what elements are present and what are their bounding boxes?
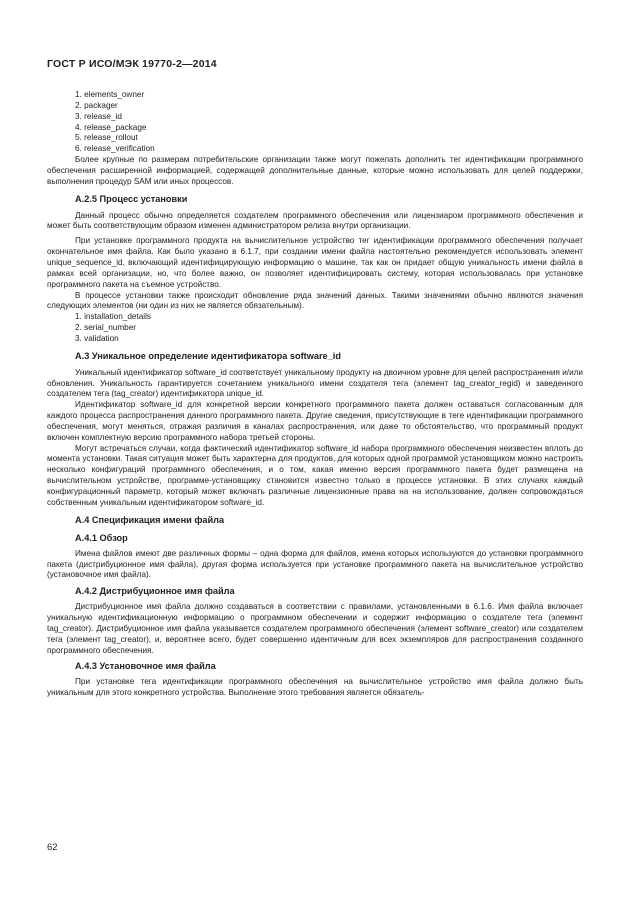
section-heading-a42: А.4.2 Дистрибуционное имя файла (75, 586, 235, 597)
list-item: 1. installation_details (75, 312, 152, 322)
page-content (47, 90, 583, 699)
list-item: 2. serial_number (75, 323, 136, 333)
paragraph: При установке программного продукта на вычислительное устройство тег идентификации программного обеспечения получает окончательное имя файла. Как было указано в 6.1.7, при создании имени файла настоятельно рекомендуется использовать элемент unique_sequence_id, включающий идентифицирующую информацию о машине, так как он придает общую уникальность имени файла в рамках всей организации, но, что более важно, он позволяет идентифицировать систему, которая использовалась при установке программного пакета на съемное устройство. (47, 236, 583, 289)
paragraph: В процессе установки также происходит обновление ряда значений данных. Такими значениями обычно являются значения следующих элементов (ни один из них не является обязательным). (47, 290, 583, 311)
paragraph: Дистрибуционное имя файла должно создаваться в соответствии с правилами, установленными в 6.1.6. Имя файла включает уникальную идентификационную информацию о программном обеспечении и содержит информацию о создателе тега (элемент tag_creator). Дистрибуционное имя файла указывается создателем программного обеспечения (элемент software_creator) или создателем тега (элемент tag_creator), и, вероятнее всего, будет совершенно идентичным для всех экземпляров для распространения созданного программного обеспечения. (47, 602, 583, 655)
paragraph: Уникальный идентификатор software_id соответствует уникальному продукту на двоичном уровне для целей распространения и/или обновления. Уникальность гарантируется сочетанием уникального имени создателя тега (элемент tag_creator_regid) и заведенного создателем тега (tag_creator) идентификатора unique_id. (47, 367, 583, 399)
list-item: 1. elements_owner (75, 90, 145, 99)
page-number: 62 (47, 842, 58, 853)
list-item: 5. release_rollout (75, 133, 138, 143)
list-item: 3. release_id (75, 111, 122, 121)
section-heading-a4: А.4 Спецификация имени файла (75, 514, 225, 525)
page-header: ГОСТ Р ИСО/МЭК 19770-2—2014 (47, 58, 217, 70)
elements-list (47, 90, 583, 155)
list-item: 3. validation (75, 333, 119, 343)
paragraph: Идентификатор software_id для конкретной версии конкретного программного пакета должен оставаться согласованным для каждого процесса распространения данного программного пакета. Другие сведения, присутствующие в теге идентификации программного обеспечения, могут меняться, отражая различия в каналах распространения, или даже то обстоятельство, что программный продукт включен комплектную версию программного набора третьей стороны. (47, 400, 583, 442)
section-heading-a43: А.4.3 Установочное имя файла (75, 661, 216, 672)
section-heading-a25: А.2.5 Процесс установки (75, 193, 188, 204)
paragraph: При установке тега идентификации программного обеспечения на вычислительное устройство имя файла должно быть уникальным для этого конкретного устройства. Выполнение этого требования является обязатель- (47, 677, 583, 698)
list-item: 6. release_verification (75, 144, 155, 154)
section-heading-a3: А.3 Уникальное определение идентификатора software_id (75, 350, 341, 361)
installation-elements-list (47, 312, 583, 345)
paragraph: Могут встречаться случаи, когда фактический идентификатор software_id набора программного обеспечения неизвестен вплоть до момента установки. Такая ситуация может быть характерна для продуктов, для которых одной программой установщиком можно настроить несколько конфигураций программного обеспечения, и о том, какая именно версия программного пакета будет размещена на вычислительном устройстве, программе-установщику становится известно только в процессе установки. В этих случаях каждый конфигурационный параметр, который может включать различные лицензионные права на на использование, должен сопровождаться собственным уникальным идентификатором software_id. (47, 443, 583, 507)
section-heading-a41: А.4.1 Обзор (75, 532, 128, 543)
list-item: 4. release_package (75, 122, 147, 132)
paragraph: Имена файлов имеют две различных формы – одна форма для файлов, имена которых используются до установки программного пакета (дистрибуционное имя файла), другая форма используется при установке программного пакета на вычислительное устройство (установочное имя файла). (47, 548, 583, 580)
paragraph: Более крупные по размерам потребительские организации также могут пожелать дополнить тег идентификации программного обеспечения расширенной информацией, содержащей дополнительные данные, которые можно использовать для целей поддержки, выполнения процедур SAM или иных процессов. (47, 155, 583, 186)
paragraph: Данный процесс обычно определяется создателем программного обеспечения или лицензиаром программного обеспечения и может быть соответствующим образом изменен администратором релиза внутри организации. (47, 210, 583, 231)
list-item: 2. packager (75, 100, 118, 110)
